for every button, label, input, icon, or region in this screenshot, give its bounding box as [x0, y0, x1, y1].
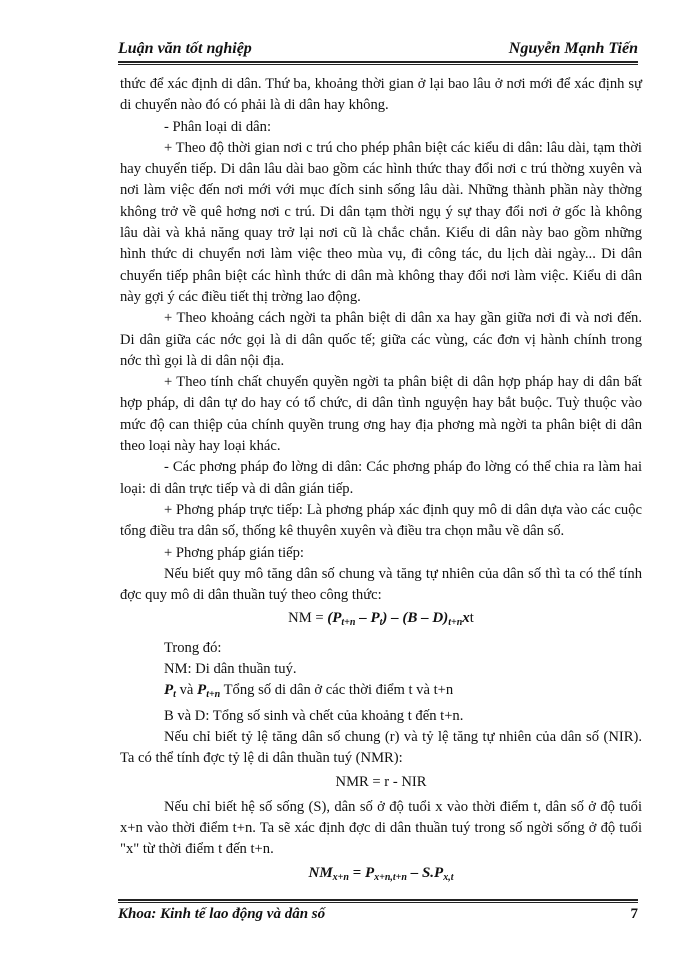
eq1-lhs: NM = [288, 610, 328, 627]
header-author: Nguyễn Mạnh Tiến [508, 40, 638, 57]
paragraph-by-duration: + Theo độ thời gian nơi c trú cho phép phân biệt các kiểu di dân: lâu dài, tạm thời hay chuyển tiếp. Di dân lâu dài bao gồm các hình thức thay đổi nơi c trú thờng xuyên và nơi làm việc đến nơi mới với mục đích sinh sống lâu dài. Những thành phần này thờng không trở về quê hơng nơi c trú. Di dân tạm thời ngụ ý sự thay đổi nơi ở gốc là không lâu dài và khả năng quay trở lại nơi cũ là chắc chắn. Kiểu di dân này bao gồm những hình thức di chuyển nơi làm việc theo mùa vụ, đi công tác, du lịch dài ngày... Di dân chuyển tiếp phân biệt các hình thức di dân mà không thay đổi nơi làm việc. Kiểu di dân này gợi ý các điều tiết thị trờng lao động. [120, 139, 642, 305]
eq1-term-p: (P [327, 610, 342, 627]
definition-pt [120, 680, 642, 705]
def2-text: Tổng số di dân ở các thời điểm t và t+n [220, 682, 454, 699]
def2-s2: t+n [206, 689, 221, 701]
def2-p2: P [197, 682, 207, 699]
equation-net-migration [120, 608, 642, 633]
def2-p1: P [164, 682, 174, 699]
header-rule-thin [118, 64, 638, 65]
paragraph-by-nature: + Theo tính chất chuyển quyền ngời ta phân biệt di dân hợp pháp hay di dân bất hợp pháp, di dân tự do hay có tổ chức, di dân tình nguyện hay bắt buộc. Tuỳ thuộc vào mức độ can thiệp của chính quyền trung ơng hay địa phơng mà ngời ta phân biệt di dân theo loại này hay loại khác. [120, 374, 642, 455]
paragraph-survival-method: Nếu chỉ biết hệ số sống (S), dân số ở độ tuổi x vào thời điểm t, dân số ở độ tuổi x+n vào thời điểm t+n. Ta sẽ xác định đợc di dân thuần tuý trong số ngời sống ở độ tuổi "x" từ thời điểm t đến t+n. [120, 798, 642, 858]
paragraph-measurement-methods: - Các phơng pháp đo lờng di dân: Các phơng pháp đo lờng có thể chia ra làm hai loại: di dân trực tiếp và di dân gián tiếp. [120, 459, 642, 497]
paragraph-classification-heading: - Phân loại di dân: [164, 118, 272, 135]
definition-nm: NM: Di dân thuần tuý. [164, 661, 297, 678]
eq3-sp: – S.P [406, 864, 444, 881]
page-number: 7 [630, 906, 638, 922]
eq1-x: x [462, 610, 470, 627]
eq1-bd: ) – (B – D) [382, 610, 449, 627]
eq3-sp-sub: x,t [443, 871, 454, 883]
eq1-minus-p: – P [355, 610, 380, 627]
footer-rule-thin [118, 902, 638, 903]
def2-s1: t [173, 689, 176, 701]
document-body [120, 74, 642, 892]
eq3-p: = P [348, 864, 375, 881]
def2-and: và [175, 682, 198, 699]
equation-survival [120, 863, 642, 888]
where-label: Trong đó: [164, 639, 222, 656]
eq1-t: t [469, 610, 474, 627]
header-rule [118, 61, 638, 63]
paragraph-by-distance: + Theo khoảng cách ngời ta phân biệt di dân xa hay gần giữa nơi đi và nơi đến. Di dân giữa các nớc gọi là di dân quốc tế; giữa các vùng, các đơn vị hành chính trong nớc thì gọi là di dân nội địa. [120, 310, 642, 369]
eq1-sub-tn: t+n [341, 617, 356, 629]
page-header [118, 36, 638, 60]
paragraph-formula-intro: Nếu biết quy mô tăng dân số chung và tăng tự nhiên của dân số thì ta có thể tính đợc quy mô di dân thuần tuý theo công thức: [120, 565, 642, 604]
eq3-p-sub: x+n,t+n [374, 871, 407, 883]
paragraph-rate-method: Nếu chỉ biết tỷ lệ tăng dân số chung (r) và tỷ lệ tăng tự nhiên của dân số (NIR). Ta có thể tính đợc tỷ lệ di dân thuần tuý (NMR): [120, 728, 642, 767]
eq3-nm: NM [308, 864, 333, 881]
footer-rule [118, 899, 638, 901]
eq1-sub-t: t [379, 617, 383, 629]
equation-nmr: NMR = r - NIR [335, 773, 427, 790]
paragraph-direct-method: + Phơng pháp trực tiếp: Là phơng pháp xác định quy mô di dân dựa vào các cuộc tổng điều tra dân số, thống kê thuyên xuyên và điều tra chọn mẫu về dân số. [120, 501, 642, 540]
header-thesis-title: Luận văn tốt nghiệp [118, 40, 252, 57]
definition-bd: B và D: Tổng số sinh và chết của khoảng t đến t+n. [164, 707, 464, 724]
paragraph-indirect-method: + Phơng pháp gián tiếp: [164, 544, 304, 561]
paragraph-continuation: thức để xác định di dân. Thứ ba, khoảng thời gian ở lại bao lâu ở nơi mới để xác định sự di chuyển nào đó có phải là di dân hay không. [120, 76, 642, 114]
eq3-nm-sub: x+n [332, 871, 349, 883]
eq1-sub-tn2: t+n [448, 617, 463, 629]
footer-faculty: Khoa: Kinh tế lao động và dân số [118, 906, 326, 922]
